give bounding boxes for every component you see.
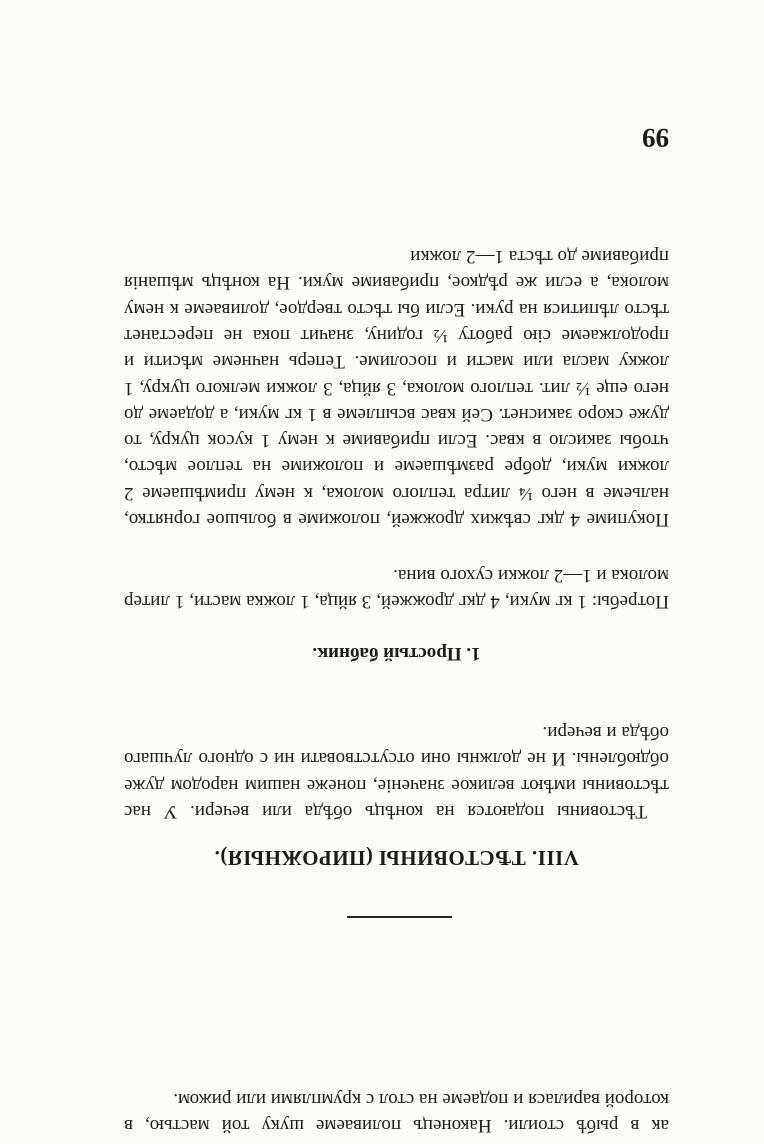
section-divider (347, 916, 452, 918)
intro-paragraph (124, 719, 669, 824)
chapter-title: VIII. ТѢСТОВИНЫ (ПИРОЖНЫЯ). (214, 846, 579, 870)
page-number: 99 (642, 123, 669, 153)
method-paragraph (124, 243, 669, 532)
ingredients-paragraph (124, 561, 669, 614)
intro-paragraph-text: Тѣстовины подаются на конѣцъ обѣда или вечери. У нас тѣстовины имѣют великое значенiе, понеже нашим народом дуже обдюблены. И не должны они отсутствовати ни с одного лучшаго обѣда и вечери. (124, 722, 669, 822)
method-text: Покупиме 4 дкг свѣжих дрожжей, положиме в большое горнятко, нальеме в него ¼ литра теплого молока, к нему примѣшаеме 2 ложки муки, добре размѣшаеме и положиме на теплое мѣсто, чтобы закисло в квас. Если прибавиме к нему 1 кусок цукру, то дуже скоро закиснет. Сей квас всыплеме в 1 кг муки, а додаеме до него еще ½ лит. теплого молока, 3 яйца, 3 ложки мелкого цукру, 1 ложку масла или масти и посолиме. Теперь начнеме мѣсити и продолжаеме сiю работу ½ годину, значит пока не перестанет тѣсто лѣпитися на руки. Если бы тѣсто твердое, доливаеме к нему молока, а если же рѣдкое, прибавиме муки. На конѣцъ мѣшанiя прибавиме до тѣста 1—2 ложки (124, 246, 669, 530)
continued-paragraph-text: ак в рыбѣ стоили. Наконецъ поливаеме шуку той мастью, в которой варилася и подаеме на стол с крумплями или рижом. (124, 1088, 669, 1136)
recipe-title: 1. Простый бабник. (312, 643, 481, 664)
ingredients-text: Потребы: 1 кг муки, 4 дкг дрожжей, 3 яйца, 1 ложка масти, 1 литер молока и 1—2 ложки сухого вина. (124, 564, 669, 612)
continued-paragraph (124, 1085, 669, 1138)
